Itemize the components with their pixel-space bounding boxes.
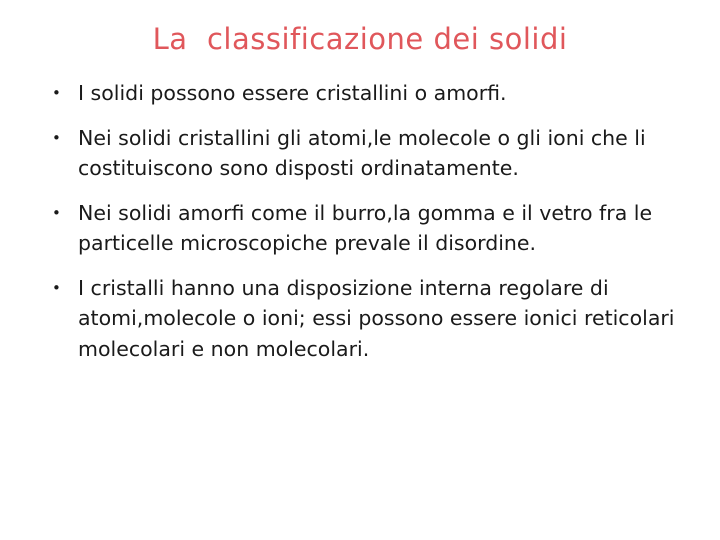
bullet-dot-icon: •	[52, 203, 61, 222]
bullet-item	[0, 78, 720, 109]
bullet-list	[0, 78, 720, 378]
bullet-dot-icon: •	[52, 84, 61, 102]
bullet-text: Nei solidi cristallini gli atomi,le molecole o gli ioni che li costituiscono sono disposti ordinatamente.	[78, 125, 646, 180]
bullet-dot-icon: •	[52, 128, 61, 147]
bullet-item	[0, 198, 720, 259]
bullet-text: Nei solidi amorfi come il burro,la gomma e il vetro fra le particelle microscopiche prevale il disordine.	[78, 200, 653, 255]
slide-title: La classificazione dei solidi	[152, 22, 568, 56]
bullet-item	[0, 273, 720, 365]
bullet-text: I solidi possono essere cristallini o amorfi.	[78, 81, 507, 105]
bullet-dot-icon: •	[52, 278, 61, 297]
bullet-item	[0, 123, 720, 184]
bullet-text: I cristalli hanno una disposizione interna regolare di atomi,molecole o ioni; essi possono essere ionici reticolari molecolari e non molecolari.	[78, 275, 675, 361]
